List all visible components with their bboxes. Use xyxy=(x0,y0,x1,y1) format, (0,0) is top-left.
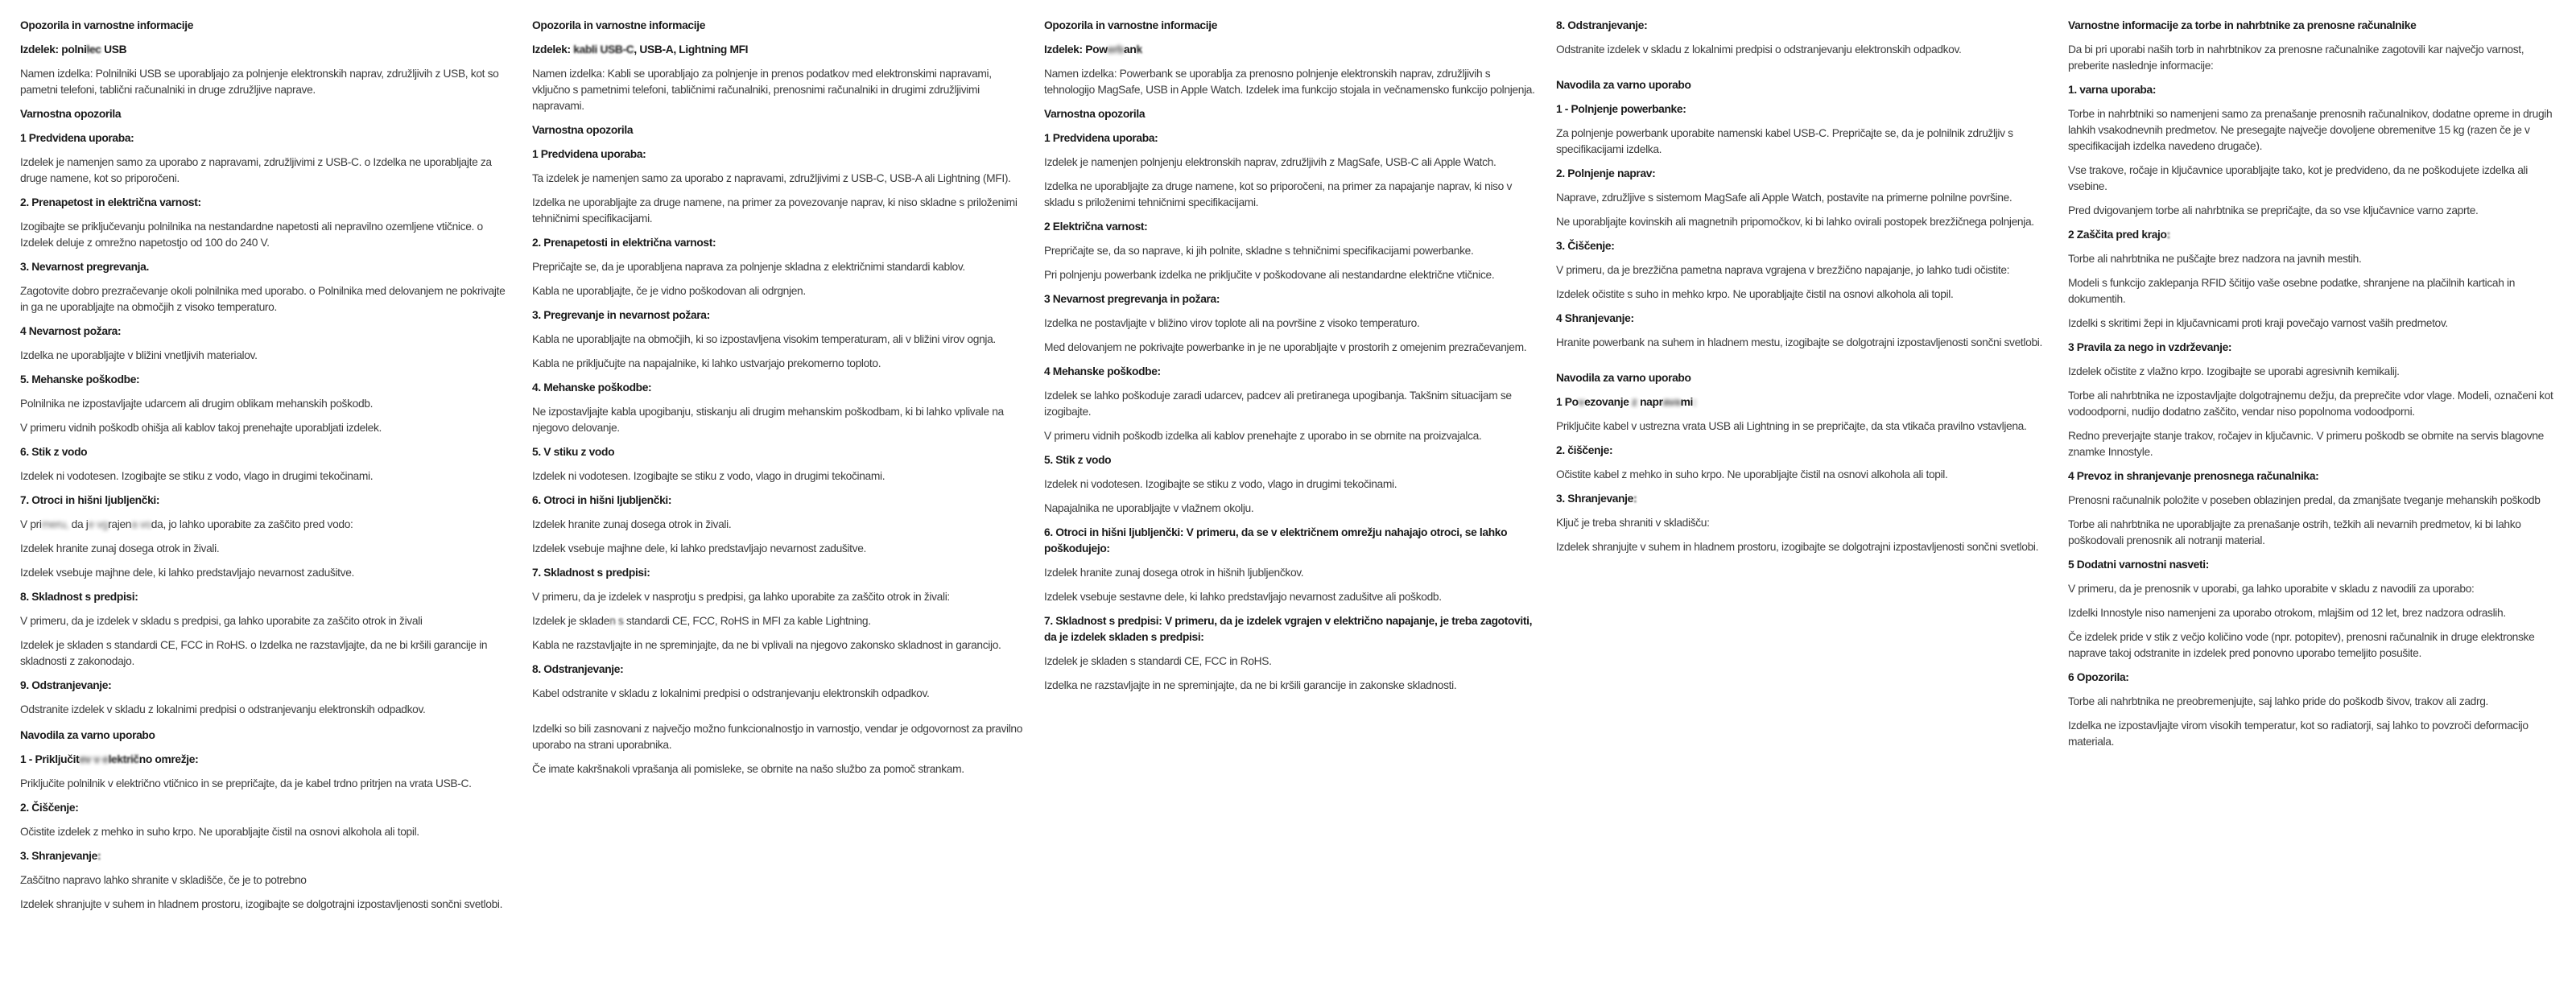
text-segment: 5 Dodatni varnostni nasveti: xyxy=(2068,559,2209,571)
doc-paragraph xyxy=(1556,287,2047,303)
text-segment: Priključite polnilnik v električno vtičnico in se prepričajte, da je kabel trdno pritrjen na vrata USB-C. xyxy=(20,777,472,790)
doc-heading xyxy=(2068,227,2559,243)
text-segment: Izdelek je sklade xyxy=(532,615,610,627)
text-segment: Navodila za varno uporabo xyxy=(1556,372,1691,384)
doc-heading xyxy=(2068,670,2559,686)
text-segment: Torbe ali nahrbtnika ne izpostavljajte dolgotrajnemu dežju, da preprečite vdor vlage. Modeli, označeni kot vodoodporni, nudijo dodatno zaščito, vendar niso popolnoma vodoodporni. xyxy=(2068,390,2553,418)
text-segment: 3 Nevarnost pregrevanja in požara: xyxy=(1044,293,1220,305)
text-segment: Kabla ne razstavljajte in ne spreminjajte, da ne bi vplivali na njegovo zakonsko skladnost in garancijo. xyxy=(532,639,1001,651)
text-segment: Izdelka ne uporabljajte za druge namene, na primer za povezovanje naprav, ki niso skladne s priloženimi tehničnimi specifikacijami. xyxy=(532,196,1018,225)
doc-paragraph xyxy=(1044,315,1535,332)
doc-heading xyxy=(1556,370,2047,386)
doc-paragraph xyxy=(1044,267,1535,283)
text-segment: Če imate kakršnakoli vprašanja ali pomisleke, se obrnite na našo službo za pomoč strankam. xyxy=(532,763,964,775)
text-segment: Izdelek vsebuje majhne dele, ki lahko predstavljajo nevarnost zadušitve. xyxy=(532,542,867,555)
doc-paragraph xyxy=(1044,155,1535,171)
doc-paragraph xyxy=(1556,418,2047,435)
blurred-text: z xyxy=(1632,396,1637,408)
text-segment: da j xyxy=(68,518,89,530)
doc-heading xyxy=(532,493,1023,509)
doc-paragraph xyxy=(1044,388,1535,420)
doc-paragraph xyxy=(2068,203,2559,219)
text-segment: 2. čiščenje: xyxy=(1556,444,1613,456)
doc-paragraph xyxy=(2068,106,2559,155)
text-segment: V primeru, da je izdelek v skladu s predpisi, ga lahko uporabite za zaščito otrok in živali xyxy=(20,615,423,627)
text-segment: Ključ je treba shraniti v skladišču: xyxy=(1556,517,1710,529)
doc-paragraph xyxy=(2068,581,2559,597)
text-segment: Ta izdelek je namenjen samo za uporabo z napravami, združljivimi z USB-C, USB-A ali Lightning (MFI). xyxy=(532,172,1011,184)
text-segment: mi xyxy=(1680,396,1693,408)
text-segment: Ne izpostavljajte kabla upogibanju, stiskanju ali drugim mehanskim poškodbam, ki bi lahko vplivale na njegovo delovanje. xyxy=(532,406,1004,434)
text-segment: V primeru, da je brezžična pametna naprava vgrajena v brezžično napajanje, jo lahko tudi očistite: xyxy=(1556,264,2010,276)
text-segment: Izogibajte se priključevanju polnilnika na nestandardne napetosti ali nepravilno ozemljene vtičnice. o Izdelek deluje z omrežno napetostjo od 100 do 240 V. xyxy=(20,221,483,249)
text-segment: ezovanje xyxy=(1584,396,1633,408)
doc-heading xyxy=(532,380,1023,396)
text-segment: Prepričajte se, da je uporabljena naprava za polnjenje skladna z električnimi standardi kablov. xyxy=(532,261,965,273)
text-segment: Izdelka ne uporabljajte za druge namene, kot so priporočeni, na primer za napajanje naprav, ki niso v skladu s priloženimi tehničnimi specifikacijami. xyxy=(1044,180,1513,208)
text-segment: Redno preverjajte stanje trakov, ročajev in ključavnic. V primeru poškodb se obrnite na servis blagovne znamke Innostyle. xyxy=(2068,430,2545,458)
text-segment: 4 Nevarnost požara: xyxy=(20,325,122,337)
text-segment: V primeru, da je prenosnik v uporabi, ga lahko uporabite v skladu z navodili za uporabo: xyxy=(2068,583,2475,595)
doc-heading xyxy=(532,18,1023,34)
text-segment: 4 Shranjevanje: xyxy=(1556,312,1634,324)
text-segment: Varnostna opozorila xyxy=(20,108,122,120)
blurred-text: a vo xyxy=(131,518,151,530)
text-segment: 6. Otroci in hišni ljubljenčki: V primeru, da se v električnem omrežju nahajajo otroci, se lahko poškodujejo: xyxy=(1044,526,1508,555)
doc-heading xyxy=(20,18,511,34)
doc-heading xyxy=(532,42,1023,58)
text-segment: Izdelek ni vodotesen. Izogibajte se stiku z vodo, vlago in drugimi tekočinami. xyxy=(532,470,886,482)
text-segment: Izdelek vsebuje majhne dele, ki lahko predstavljajo nevarnost zadušitve. xyxy=(20,567,355,579)
doc-heading xyxy=(1556,101,2047,118)
text-segment: napr xyxy=(1637,396,1663,408)
doc-heading xyxy=(20,493,511,509)
text-segment: Izdelek vsebuje sestavne dele, ki lahko predstavljajo nevarnost zadušitve ali poškodb. xyxy=(1044,591,1442,603)
text-segment: Namen izdelka: Powerbank se uporablja za prenosno polnjenje elektronskih naprav, združljivih s tehnologijo MagSafe, USB in Apple Watch. Izdelek ima funkcijo stojala in večnamensko funkcijo polnjenja. xyxy=(1044,68,1535,96)
doc-paragraph xyxy=(2068,315,2559,332)
text-segment: Očistite kabel z mehko in suho krpo. Ne uporabljajte čistil na osnovi alkohola ali topil. xyxy=(1556,468,1948,480)
text-segment: 3. Shranjevanje xyxy=(1556,493,1633,505)
doc-paragraph xyxy=(2068,517,2559,549)
text-segment: Torbe in nahrbtniki so namenjeni samo za prenašanje prenosnih računalnikov, dodatne opreme in drugih lahkih vsakodnevnih predmetov. Ne presegajte največje dovoljene obremenitve 15 kg (razen če je v specifikacijah izdelka navedeno drugače). xyxy=(2068,108,2553,152)
text-segment: da, jo lahko uporabite za zaščito pred vodo: xyxy=(151,518,353,530)
doc-paragraph xyxy=(1556,335,2047,351)
text-segment: Izdelek hranite zunaj dosega otrok in živali. xyxy=(532,518,732,530)
text-segment: Zaščitno napravo lahko shranite v skladišče, če je to potrebno xyxy=(20,874,307,886)
text-segment: Izdelki s skritimi žepi in ključavnicami proti kraji povečajo varnost vaših predmetov. xyxy=(2068,317,2448,329)
text-segment: 4 Prevoz in shranjevanje prenosnega računalnika: xyxy=(2068,470,2319,482)
doc-heading xyxy=(20,752,511,768)
text-segment: Namen izdelka: Kabli se uporabljajo za polnjenje in prenos podatkov med elektronskimi napravami, vključno s pametnimi telefoni, tabličnimi računalniki, prenosnimi računalniki in drugimi združljivimi napravami. xyxy=(532,68,992,112)
text-segment: 1 Predvidena uporaba: xyxy=(1044,132,1158,144)
blurred-text: : xyxy=(1633,493,1637,505)
doc-paragraph xyxy=(532,613,1023,629)
doc-paragraph xyxy=(532,721,1023,753)
doc-paragraph xyxy=(532,761,1023,777)
blurred-text: k xyxy=(1136,43,1142,56)
text-segment: 1 Po xyxy=(1556,396,1579,408)
text-segment: Kabla ne uporabljajte, če je vidno poškodovan ali odrgnjen. xyxy=(532,285,806,297)
doc-paragraph xyxy=(2068,629,2559,662)
doc-paragraph xyxy=(532,686,1023,702)
doc-heading xyxy=(1556,394,2047,410)
doc-paragraph xyxy=(1044,653,1535,670)
doc-paragraph xyxy=(1044,501,1535,517)
doc-paragraph xyxy=(532,356,1023,372)
doc-paragraph xyxy=(20,565,511,581)
doc-paragraph xyxy=(532,195,1023,227)
doc-heading xyxy=(532,662,1023,678)
text-segment: Kabla ne priključujte na napajalnike, ki lahko ustvarjajo prekomerno toploto. xyxy=(532,357,881,369)
text-segment: Pred dvigovanjem torbe ali nahrbtnika se prepričajte, da so vse ključavnice varno zaprte. xyxy=(2068,204,2479,216)
doc-paragraph xyxy=(1044,179,1535,211)
text-segment: 3 Pravila za nego in vzdrževanje: xyxy=(2068,341,2232,353)
text-segment: 8. Odstranjevanje: xyxy=(532,663,624,675)
text-segment: 3. Čiščenje: xyxy=(1556,240,1615,252)
text-segment: 2. Prenapetosti in električna varnost: xyxy=(532,237,716,249)
text-segment: Prepričajte se, da so naprave, ki jih polnite, skladne s tehničnimi specifikacijami powerbanke. xyxy=(1044,245,1474,257)
doc-paragraph xyxy=(1556,190,2047,206)
doc-heading xyxy=(532,146,1023,163)
text-segment: Kabel odstranite v skladu z lokalnimi predpisi o odstranjevanju elektronskih odpadkov. xyxy=(532,687,930,699)
doc-paragraph xyxy=(2068,364,2559,380)
doc-paragraph xyxy=(532,66,1023,114)
text-segment: Opozorila in varnostne informacije xyxy=(532,19,706,31)
text-segment: Prenosni računalnik položite v poseben oblazinjen predal, da zmanjšate tveganje mehanskih poškodb xyxy=(2068,494,2541,506)
doc-paragraph xyxy=(20,613,511,629)
doc-heading xyxy=(532,565,1023,581)
doc-heading xyxy=(20,42,511,58)
text-segment: 1 Predvidena uporaba: xyxy=(20,132,134,144)
text-segment: Izdelek ni vodotesen. Izogibajte se stiku z vodo, vlago in drugimi tekočinami. xyxy=(20,470,374,482)
doc-paragraph xyxy=(2068,275,2559,307)
doc-paragraph xyxy=(2068,388,2559,420)
blurred-text: lec xyxy=(86,43,101,56)
doc-heading xyxy=(1556,311,2047,327)
text-segment: Hranite powerbank na suhem in hladnem mestu, izogibajte se dolgotrajni izpostavljenosti sončni svetlobi. xyxy=(1556,336,2042,348)
text-segment: 3. Nevarnost pregrevanja. xyxy=(20,261,149,273)
text-segment: Varnostna opozorila xyxy=(532,124,634,136)
doc-paragraph xyxy=(2068,428,2559,460)
blurred-text: meru, xyxy=(41,518,69,530)
text-segment: Izdelek očistite z vlažno krpo. Izogibajte se uporabi agresivnih kemikalij. xyxy=(2068,365,2400,377)
doc-heading xyxy=(20,195,511,211)
text-segment: 7. Skladnost s predpisi: xyxy=(532,567,650,579)
text-segment: Zagotovite dobro prezračevanje okoli polnilnika med uporabo. o Polnilnika med delovanjem ne pokrivajte in ga ne uporabljajte na območjih z visoko temperaturo. xyxy=(20,285,506,313)
doc-paragraph xyxy=(20,637,511,670)
text-segment: , USB-A, Lightning MFI xyxy=(634,43,749,56)
text-segment: Izdelek ni vodotesen. Izogibajte se stiku z vodo, vlago in drugimi tekočinami. xyxy=(1044,478,1397,490)
blurred-text: ev v e xyxy=(79,753,109,765)
doc-heading xyxy=(20,324,511,340)
doc-paragraph xyxy=(20,517,511,533)
text-segment: Očistite izdelek z mehko in suho krpo. Ne uporabljajte čistil na osnovi alkohola ali topil. xyxy=(20,826,419,838)
text-segment: 5. V stiku z vodo xyxy=(532,446,615,458)
text-segment: 1 - Polnjenje powerbanke: xyxy=(1556,103,1686,115)
doc-heading xyxy=(2068,18,2559,34)
blurred-text: kabli USB-C xyxy=(573,43,634,56)
text-segment: V primeru vidnih poškodb izdelka ali kablov prenehajte z uporabo in se obrnite na proizvajalca. xyxy=(1044,430,1482,442)
text-segment: Priključite kabel v ustrezna vrata USB ali Lightning in se prepričajte, da sta vtikača pravilno vstavljena. xyxy=(1556,420,2027,432)
text-segment: Polnilnika ne izpostavljajte udarcem ali drugim oblikam mehanskih poškodb. xyxy=(20,398,374,410)
text-segment: Izdelek očistite s suho in mehko krpo. Ne uporabljajte čistil na osnovi alkohola ali topil. xyxy=(1556,288,1954,300)
doc-heading xyxy=(1556,77,2047,93)
doc-heading xyxy=(1044,106,1535,122)
text-segment: Izdelek hranite zunaj dosega otrok in hišnih ljubljenčkov. xyxy=(1044,567,1304,579)
text-segment: 2. Prenapetost in električna varnost: xyxy=(20,196,201,208)
text-segment: 8. Odstranjevanje: xyxy=(1556,19,1648,31)
doc-paragraph xyxy=(20,872,511,888)
doc-paragraph xyxy=(1556,539,2047,555)
doc-paragraph xyxy=(1556,515,2047,531)
doc-heading xyxy=(1044,130,1535,146)
blurred-text: lektrič xyxy=(108,753,139,765)
text-segment: Izdelek shranjujte v suhem in hladnem prostoru, izogibajte se dolgotrajni izpostavljenosti sončni svetlobi. xyxy=(1556,541,2039,553)
doc-heading xyxy=(532,307,1023,324)
text-segment: 3. Shranjevanje xyxy=(20,850,97,862)
doc-paragraph xyxy=(1044,428,1535,444)
column-powerbank xyxy=(1044,18,1535,1006)
doc-paragraph xyxy=(2068,718,2559,750)
text-segment: Izdelki so bili zasnovani z največjo možno funkcionalnostjo in varnostjo, vendar je odgovornost za pravilno uporabo na strani uporabnika. xyxy=(532,723,1023,751)
doc-paragraph xyxy=(532,171,1023,187)
text-segment: Torbe ali nahrbtnika ne puščajte brez nadzora na javnih mestih. xyxy=(2068,253,2362,265)
text-segment: Modeli s funkcijo zaklepanja RFID ščitijo vaše osebne podatke, shranjene na plačilnih karticah in dokumentih. xyxy=(2068,277,2516,305)
doc-paragraph xyxy=(20,348,511,364)
text-segment: 6. Otroci in hišni ljubljenčki: xyxy=(532,494,672,506)
text-segment: 9. Odstranjevanje: xyxy=(20,679,112,691)
doc-paragraph xyxy=(20,396,511,412)
doc-heading xyxy=(20,106,511,122)
doc-paragraph xyxy=(20,420,511,436)
doc-paragraph xyxy=(532,468,1023,484)
doc-paragraph xyxy=(1556,126,2047,158)
column-laptop-bags xyxy=(2068,18,2559,1006)
doc-heading xyxy=(2068,557,2559,573)
column-powerbank-usage xyxy=(1556,18,2047,1006)
doc-paragraph xyxy=(1044,340,1535,356)
doc-paragraph xyxy=(1044,678,1535,694)
text-segment: 2 Zaščita pred krajo xyxy=(2068,229,2167,241)
doc-paragraph xyxy=(2068,605,2559,621)
doc-heading xyxy=(532,235,1023,251)
blurred-text: v xyxy=(1578,396,1585,408)
doc-paragraph xyxy=(20,468,511,484)
text-segment: Izdelek: polni xyxy=(20,43,87,56)
text-segment: V pri xyxy=(20,518,42,530)
doc-paragraph xyxy=(532,541,1023,557)
doc-heading xyxy=(1044,219,1535,235)
doc-heading xyxy=(20,848,511,864)
text-segment: 2. Čiščenje: xyxy=(20,802,79,814)
blurred-text: : xyxy=(2166,229,2170,241)
doc-paragraph xyxy=(20,541,511,557)
doc-paragraph xyxy=(1044,589,1535,605)
doc-paragraph xyxy=(1044,565,1535,581)
text-segment: Če izdelek pride v stik z večjo količino vode (npr. potopitev), prenosni računalnik in druge elektronske naprave takoj odstranite in izdelek pred ponovno uporabo temeljito posušite. xyxy=(2068,631,2535,659)
doc-heading xyxy=(2068,468,2559,484)
doc-paragraph xyxy=(1556,42,2047,58)
text-segment: Za polnjenje powerbank uporabite namenski kabel USB-C. Prepričajte se, da je polnilnik združljiv s specifikacijami izdelka. xyxy=(1556,127,2013,155)
doc-heading xyxy=(20,444,511,460)
text-segment: an xyxy=(1124,43,1137,56)
text-segment: 1 - Priključit xyxy=(20,753,80,765)
doc-paragraph xyxy=(2068,694,2559,710)
doc-heading xyxy=(20,728,511,744)
text-segment: Odstranite izdelek v skladu z lokalnimi predpisi o odstranjevanju elektronskih odpadkov. xyxy=(20,703,426,715)
blurred-text: erb xyxy=(1107,43,1125,56)
text-segment: Naprave, združljive s sistemom MagSafe ali Apple Watch, postavite na primerne polnilne površine. xyxy=(1556,192,2013,204)
text-segment: 4 Mehanske poškodbe: xyxy=(1044,365,1161,377)
text-segment: USB xyxy=(101,43,127,56)
doc-paragraph xyxy=(2068,42,2559,74)
doc-paragraph xyxy=(532,637,1023,653)
text-segment: Izdelek je namenjen samo za uporabo z napravami, združljivimi z USB-C. o Izdelka ne uporabljajte za druge namene, kot so priporočeni. xyxy=(20,156,492,184)
text-segment: 2 Električna varnost: xyxy=(1044,221,1148,233)
doc-paragraph xyxy=(20,702,511,718)
blurred-text: ava xyxy=(1662,396,1681,408)
text-segment: Izdelka ne uporabljajte v bližini vnetljivih materialov. xyxy=(20,349,258,361)
doc-heading xyxy=(2068,82,2559,98)
text-segment: Izdelek je namenjen polnjenju elektronskih naprav, združljivih z MagSafe, USB-C ali Apple Watch. xyxy=(1044,156,1496,168)
text-segment: 2. Polnjenje naprav: xyxy=(1556,167,1656,179)
doc-heading xyxy=(2068,340,2559,356)
doc-heading xyxy=(1044,452,1535,468)
text-segment: 5. Mehanske poškodbe: xyxy=(20,373,140,385)
doc-heading xyxy=(1044,291,1535,307)
text-segment: Izdelek hranite zunaj dosega otrok in živali. xyxy=(20,542,220,555)
text-segment: Izdelka ne izpostavljajte virom visokih temperatur, kot so radiatorji, saj lahko to povzroči deformacijo materiala. xyxy=(2068,719,2529,748)
text-segment: Izdelek je skladen s standardi CE, FCC in RoHS. xyxy=(1044,655,1272,667)
doc-heading xyxy=(20,800,511,816)
text-segment: Izdelek: Pow xyxy=(1044,43,1108,56)
doc-heading xyxy=(1044,18,1535,34)
doc-heading xyxy=(1556,491,2047,507)
doc-heading xyxy=(20,678,511,694)
doc-paragraph xyxy=(532,283,1023,299)
text-segment: Izdelek se lahko poškoduje zaradi udarcev, padcev ali pretiranega upogibanja. Takšnim situacijam se izogibajte. xyxy=(1044,390,1512,418)
text-segment: no omrežje: xyxy=(138,753,199,765)
text-segment: Opozorila in varnostne informacije xyxy=(20,19,194,31)
doc-paragraph xyxy=(20,897,511,913)
doc-heading xyxy=(1556,166,2047,182)
doc-heading xyxy=(1044,42,1535,58)
doc-heading xyxy=(1044,613,1535,645)
blurred-text: n s xyxy=(609,615,624,627)
doc-paragraph xyxy=(532,332,1023,348)
doc-paragraph xyxy=(1556,214,2047,230)
text-segment: Izdelka ne postavljajte v bližino virov toplote ali na površine z visoko temperaturo. xyxy=(1044,317,1420,329)
text-segment: Izdelki Innostyle niso namenjeni za uporabo otrokom, mlajšim od 12 let, brez nadzora odraslih. xyxy=(2068,607,2506,619)
doc-paragraph xyxy=(532,589,1023,605)
blurred-text: e vg xyxy=(88,518,109,530)
text-segment: Kabla ne uporabljajte na območjih, ki so izpostavljena visokim temperaturam, ali v bližini virov ognja. xyxy=(532,333,996,345)
doc-heading xyxy=(20,372,511,388)
doc-heading xyxy=(1556,443,2047,459)
column-cables xyxy=(532,18,1023,1006)
text-segment: Namen izdelka: Polnilniki USB se uporabljajo za polnjenje elektronskih naprav, združljivih z USB, kot so pametni telefoni, tablični računalniki in druge združljive naprave. xyxy=(20,68,499,96)
doc-heading xyxy=(1556,18,2047,34)
doc-paragraph xyxy=(532,404,1023,436)
text-segment: 4. Mehanske poškodbe: xyxy=(532,381,652,394)
text-segment: Med delovanjem ne pokrivajte powerbanke in je ne uporabljajte v prostorih z omejenim prezračevanjem. xyxy=(1044,341,1527,353)
doc-paragraph xyxy=(1044,243,1535,259)
text-segment: 6. Stik z vodo xyxy=(20,446,88,458)
text-segment: Izdelek shranjujte v suhem in hladnem prostoru, izogibajte se dolgotrajni izpostavljenosti sončni svetlobi. xyxy=(20,898,503,910)
text-segment: Torbe ali nahrbtnika ne preobremenjujte, saj lahko pride do poškodb šivov, trakov ali zadrg. xyxy=(2068,695,2489,707)
text-segment: 7. Skladnost s predpisi: V primeru, da je izdelek vgrajen v električno napajanje, je treba zagotoviti, da je izdelek skladen s predpisi: xyxy=(1044,615,1533,643)
text-segment: Torbe ali nahrbtnika ne uporabljajte za prenašanje ostrih, težkih ali nevarnih predmetov, ki bi lahko poškodovali prenosnik ali notranji material. xyxy=(2068,518,2521,546)
doc-paragraph xyxy=(1044,66,1535,98)
column-usb-charger xyxy=(20,18,511,1006)
text-segment: Varnostna opozorila xyxy=(1044,108,1146,120)
text-segment: Izdelek je skladen s standardi CE, FCC in RoHS. o Izdelka ne razstavljajte, da ne bi kršili garancije in skladnosti z zakonodajo. xyxy=(20,639,488,667)
text-segment: 3. Pregrevanje in nevarnost požara: xyxy=(532,309,710,321)
doc-paragraph xyxy=(1044,476,1535,493)
doc-paragraph xyxy=(20,66,511,98)
doc-heading xyxy=(20,259,511,275)
doc-paragraph xyxy=(532,259,1023,275)
text-segment: rajen xyxy=(108,518,132,530)
text-segment: Izdelek: xyxy=(532,43,574,56)
text-segment: Pri polnjenju powerbank izdelka ne priključite v poškodovane ali nestandardne električne vtičnice. xyxy=(1044,269,1495,281)
text-segment: Odstranite izdelek v skladu z lokalnimi predpisi o odstranjevanju elektronskih odpadkov. xyxy=(1556,43,1962,56)
blurred-text: : xyxy=(97,850,101,862)
text-segment: Vse trakove, ročaje in ključavnice uporabljajte tako, kot je predvideno, da ne poškodujete izdelka ali vsebine. xyxy=(2068,164,2528,192)
doc-heading xyxy=(20,130,511,146)
text-segment: 6 Opozorila: xyxy=(2068,671,2129,683)
text-segment: 8. Skladnost s predpisi: xyxy=(20,591,138,603)
text-segment: Varnostne informacije za torbe in nahrbtnike za prenosne računalnike xyxy=(2068,19,2417,31)
text-segment: Opozorila in varnostne informacije xyxy=(1044,19,1218,31)
text-segment: 1 Predvidena uporaba: xyxy=(532,148,646,160)
doc-paragraph xyxy=(2068,493,2559,509)
doc-paragraph xyxy=(20,219,511,251)
doc-heading xyxy=(1044,364,1535,380)
doc-paragraph xyxy=(20,155,511,187)
doc-paragraph xyxy=(2068,163,2559,195)
doc-heading xyxy=(1044,525,1535,557)
text-segment: 7. Otroci in hišni ljubljenčki: xyxy=(20,494,160,506)
doc-paragraph xyxy=(20,776,511,792)
text-segment: V primeru vidnih poškodb ohišja ali kablov takoj prenehajte uporabljati izdelek. xyxy=(20,422,382,434)
doc-heading xyxy=(532,444,1023,460)
doc-heading xyxy=(1556,238,2047,254)
text-segment: Izdelka ne razstavljajte in ne spreminjajte, da ne bi kršili garancije in zakonske skladnosti. xyxy=(1044,679,1457,691)
text-segment: Ne uporabljajte kovinskih ali magnetnih pripomočkov, ki bi lahko ovirali postopek brezžičnega polnjenja. xyxy=(1556,216,2034,228)
text-segment: Navodila za varno uporabo xyxy=(20,729,155,741)
text-segment: V primeru, da je izdelek v nasprotju s predpisi, ga lahko uporabite za zaščito otrok in živali: xyxy=(532,591,950,603)
text-segment: standardi CE, FCC, RoHS in MFI za kable Lightning. xyxy=(623,615,871,627)
doc-paragraph xyxy=(1556,467,2047,483)
doc-paragraph xyxy=(1556,262,2047,278)
doc-paragraph xyxy=(532,517,1023,533)
doc-paragraph xyxy=(20,283,511,315)
doc-heading xyxy=(20,589,511,605)
doc-heading xyxy=(532,122,1023,138)
blurred-text: : xyxy=(1692,396,1697,408)
text-segment: 1. varna uporaba: xyxy=(2068,84,2157,96)
text-segment: Da bi pri uporabi naših torb in nahrbtnikov za prenosne računalnike zagotovili kar največjo varnost, preberite naslednje informacije: xyxy=(2068,43,2524,72)
text-segment: Napajalnika ne uporabljajte v vlažnem okolju. xyxy=(1044,502,1254,514)
text-segment: 5. Stik z vodo xyxy=(1044,454,1112,466)
doc-paragraph xyxy=(2068,251,2559,267)
doc-paragraph xyxy=(20,824,511,840)
text-segment: Navodila za varno uporabo xyxy=(1556,79,1691,91)
